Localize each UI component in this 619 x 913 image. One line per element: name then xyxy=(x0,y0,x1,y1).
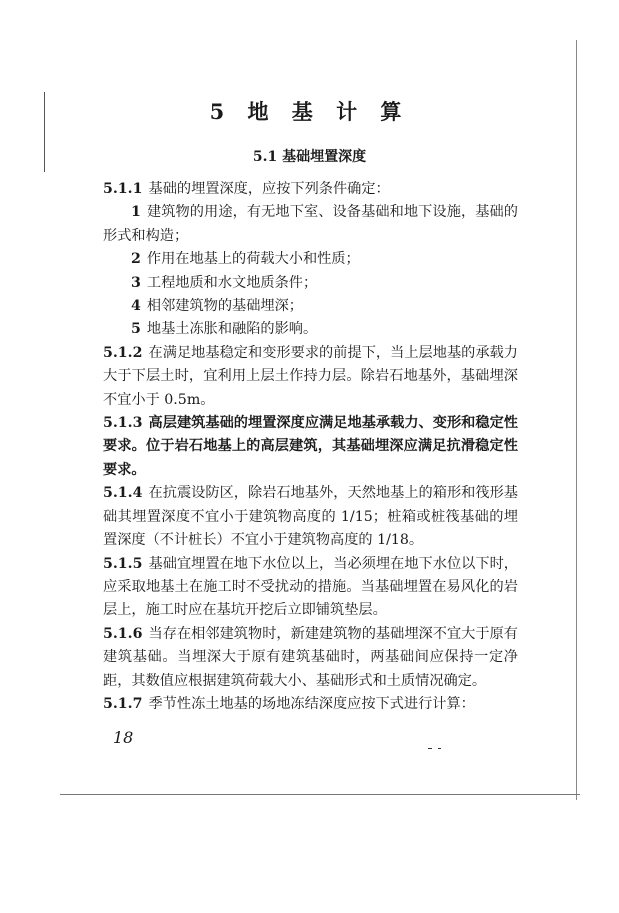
item-number: 1 xyxy=(131,204,141,221)
item-number: 4 xyxy=(131,298,141,315)
clause-text: 在满足地基稳定和变形要求的前提下，当上层地基的承载力大于下层土时，宜利用上层土作持力层。除岩石地基外，基础埋深不宜小于 0.5m。 xyxy=(103,344,518,408)
clause-5-1-1 xyxy=(103,178,518,201)
document-body xyxy=(103,178,518,716)
section-title: 5.1 基础埋置深度 xyxy=(252,149,367,165)
clause-text: 高层建筑基础的埋置深度应满足地基承载力、变形和稳定性要求。位于岩石地基上的高层建筑，其基础埋深应满足抗滑稳定性要求。 xyxy=(103,415,518,478)
item-number: 3 xyxy=(131,274,141,291)
clause-text: 在抗震设防区，除岩石地基外，天然地基上的箱形和筏形基础其埋置深度不宜小于建筑物高度的 1/15；桩箱或桩筏基础的埋置深度（不计桩长）不宜小于建筑物高度的 1/18。 xyxy=(103,485,518,549)
scan-speck xyxy=(428,748,432,749)
clause-text: 当存在相邻建筑物时，新建建筑物的基础埋深不宜大于原有建筑基础。当埋深大于原有建筑基础时，两基础间应保持一定净距，其数值应根据建筑荷载大小、基础形式和土质情况确定。 xyxy=(103,625,518,689)
clause-5-1-2 xyxy=(103,342,518,412)
clause-5-1-3 xyxy=(103,412,518,482)
clause-text: 季节性冻土地基的场地冻结深度应按下式进行计算： xyxy=(148,695,475,712)
clause-5-1-6 xyxy=(103,623,518,693)
item-text: 建筑物的用途，有无地下室、设备基础和地下设施，基础的形式和构造； xyxy=(103,204,518,244)
item-text: 作用在地基上的荷载大小和性质； xyxy=(146,251,360,268)
item-number: 2 xyxy=(131,251,141,268)
scan-edge-bottom xyxy=(60,794,580,795)
clause-text: 基础宜埋置在地下水位以上，当必须埋在地下水位以下时，应采取地基土在施工时不受扰动的措施。当基础埋置在易风化的岩层上，施工时应在基坑开挖后立即铺筑垫层。 xyxy=(103,555,518,619)
chapter-title: 5 地 基 计 算 xyxy=(209,99,410,124)
item-text: 地基土冻胀和融陷的影响。 xyxy=(146,321,318,338)
clause-text: 基础的埋置深度，应按下列条件确定： xyxy=(148,181,390,197)
item-text: 工程地质和水文地质条件； xyxy=(146,274,318,291)
list-item xyxy=(103,248,518,271)
clause-5-1-4 xyxy=(103,482,518,552)
page-number: 18 xyxy=(113,728,134,747)
clause-number: 5.1.1 xyxy=(103,181,143,197)
item-number: 5 xyxy=(131,321,141,338)
item-text: 相邻建筑物的基础埋深； xyxy=(146,298,303,315)
clause-number: 5.1.5 xyxy=(103,555,143,572)
list-item xyxy=(103,201,518,248)
scan-speck xyxy=(438,748,441,749)
clause-number: 5.1.2 xyxy=(103,344,143,361)
clause-number: 5.1.7 xyxy=(103,695,143,712)
clause-number: 5.1.6 xyxy=(103,625,143,642)
list-item xyxy=(103,272,518,295)
clause-5-1-5 xyxy=(103,553,518,623)
clause-number: 5.1.4 xyxy=(103,485,143,502)
list-item xyxy=(103,318,518,341)
clause-number: 5.1.3 xyxy=(103,415,143,432)
clause-5-1-7 xyxy=(103,693,518,716)
list-item xyxy=(103,295,518,318)
